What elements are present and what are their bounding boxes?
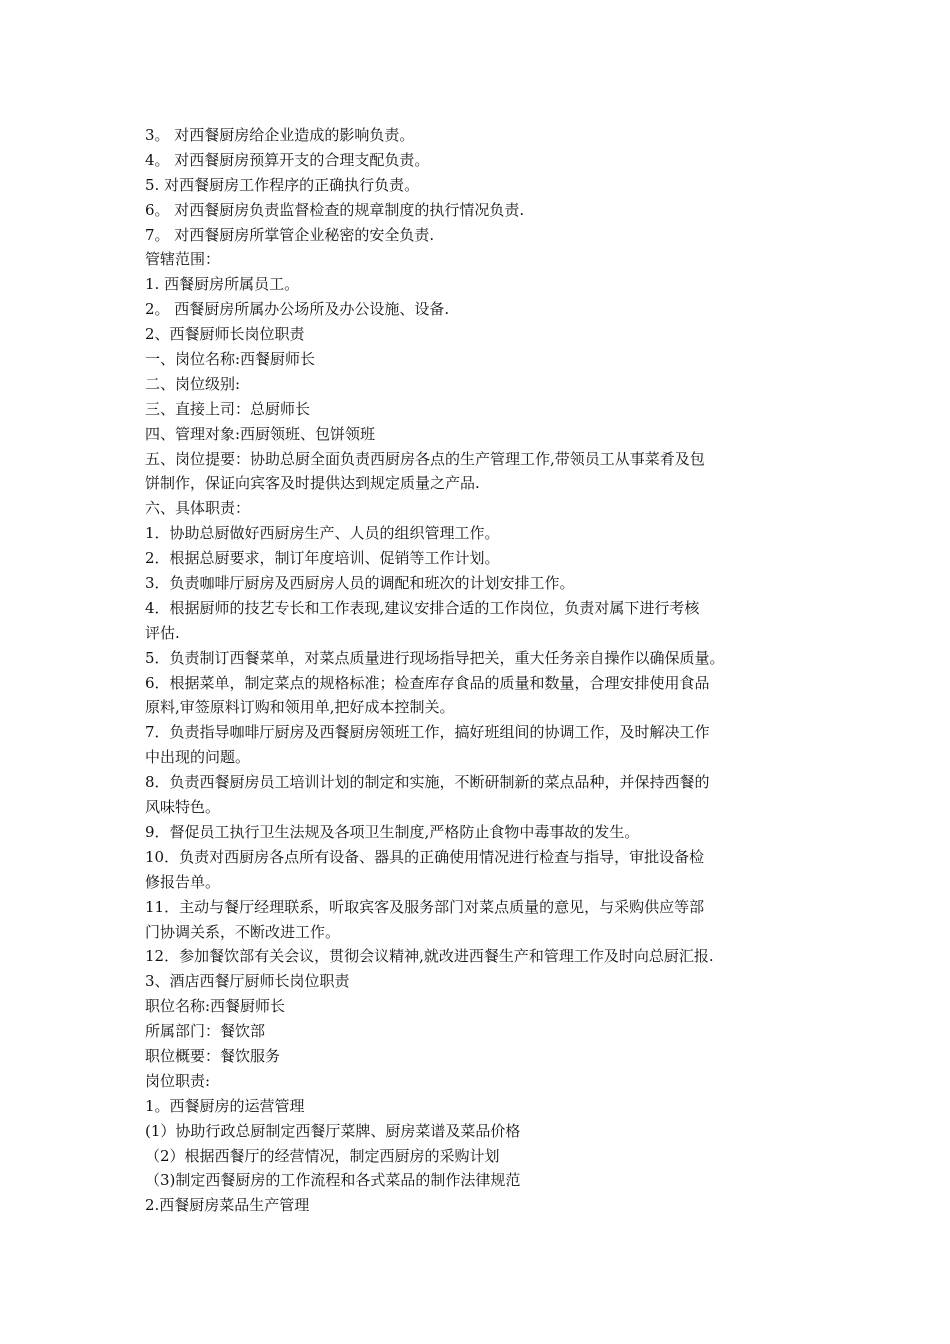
text-line: 2.西餐厨房菜品生产管理 (145, 1196, 310, 1215)
text-line: (1）协助行政总厨制定西餐厅菜牌、厨房菜谱及菜品价格 (145, 1121, 521, 1140)
text-line: 7．负责指导咖啡厅厨房及西餐厨房领班工作，搞好班组间的协调工作，及时解决工作 (145, 723, 710, 742)
text-line: 7。 对西餐厨房所掌管企业秘密的安全负责. (145, 225, 435, 244)
text-line: 4．根据厨师的技艺专长和工作表现,建议安排合适的工作岗位，负责对属下进行考核 (145, 598, 700, 617)
text-line: 所属部门：餐饮部 (145, 1022, 266, 1041)
text-line: 1．协助总厨做好西厨房生产、人员的组织管理工作。 (145, 524, 500, 543)
text-line: 饼制作，保证向宾客及时提供达到规定质量之产品. (145, 474, 480, 493)
text-line: 10．负责对西厨房各点所有设备、器具的正确使用情况进行检查与指导，审批设备检 (145, 847, 705, 866)
section-label: 管辖范围： (145, 250, 221, 269)
text-line: 1。西餐厨房的运营管理 (145, 1096, 305, 1115)
text-line: 5．负责制订西餐菜单，对菜点质量进行现场指导把关，重大任务亲自操作以确保质量。 (145, 648, 725, 667)
text-line: 二、岗位级别: (145, 374, 241, 393)
text-line: 2。 西餐厨房所属办公场所及办公设施、设备. (145, 300, 450, 319)
text-line: 四、管理对象:西厨领班、包饼领班 (145, 424, 376, 443)
text-line: 3。 对西餐厨房给企业造成的影响负责。 (145, 126, 415, 144)
text-line: 6．根据菜单，制定菜点的规格标准；检查库存食品的质量和数量，合理安排使用食品 (145, 673, 710, 692)
text-line: 三、直接上司：总厨师长 (145, 399, 311, 418)
text-line: 6。 对西餐厨房负责监督检查的规章制度的执行情况负责. (145, 200, 525, 219)
text-line: 六、具体职责： (145, 499, 251, 518)
text-line: 评估. (145, 623, 180, 642)
text-line: 风味特色。 (145, 798, 221, 817)
text-line: 4。 对西餐厨房预算开支的合理支配负责。 (145, 150, 430, 169)
text-line: 1. 西餐厨房所属员工。 (145, 275, 300, 294)
text-line: 8．负责西餐厨房员工培训计划的制定和实施，不断研制新的菜点品种，并保持西餐的 (145, 773, 710, 792)
text-line: 9．督促员工执行卫生法规及各项卫生制度,严格防止食物中毒事故的发生。 (145, 822, 640, 841)
document-body (145, 123, 825, 1218)
section-heading: 2、西餐厨师长岗位职责 (145, 325, 305, 344)
section-heading: 3、酒店西餐厅厨师长岗位职责 (145, 972, 350, 991)
text-line: 岗位职责: (145, 1071, 211, 1090)
text-line: 职位概要：餐饮服务 (145, 1046, 281, 1065)
text-line: 11．主动与餐厅经理联系，听取宾客及服务部门对菜点质量的意见，与采购供应等部 (145, 897, 705, 916)
text-line: 中出现的问题。 (145, 748, 251, 767)
text-line: 5. 对西餐厨房工作程序的正确执行负责。 (145, 175, 420, 194)
text-line: （3)制定西餐厨房的工作流程和各式菜品的制作法律规范 (145, 1171, 521, 1190)
text-line: （2）根据西餐厅的经营情况，制定西厨房的采购计划 (145, 1146, 500, 1165)
text-line: 职位名称:西餐厨师长 (145, 997, 286, 1016)
text-line: 五、岗位提要：协助总厨全面负责西厨房各点的生产管理工作,带领员工从事菜肴及包 (145, 449, 705, 468)
text-line: 门协调关系，不断改进工作。 (145, 922, 341, 941)
text-line: 12．参加餐饮部有关会议，贯彻会议精神,就改进西餐生产和管理工作及时向总厨汇报. (145, 947, 714, 966)
text-line: 原料,审签原料订购和领用单,把好成本控制关。 (145, 698, 455, 717)
text-line: 2．根据总厨要求，制订年度培训、促销等工作计划。 (145, 549, 500, 568)
text-line: 修报告单。 (145, 872, 221, 891)
text-line: 3．负责咖啡厅厨房及西厨房人员的调配和班次的计划安排工作。 (145, 574, 575, 593)
text-line: 一、岗位名称:西餐厨师长 (145, 350, 316, 369)
